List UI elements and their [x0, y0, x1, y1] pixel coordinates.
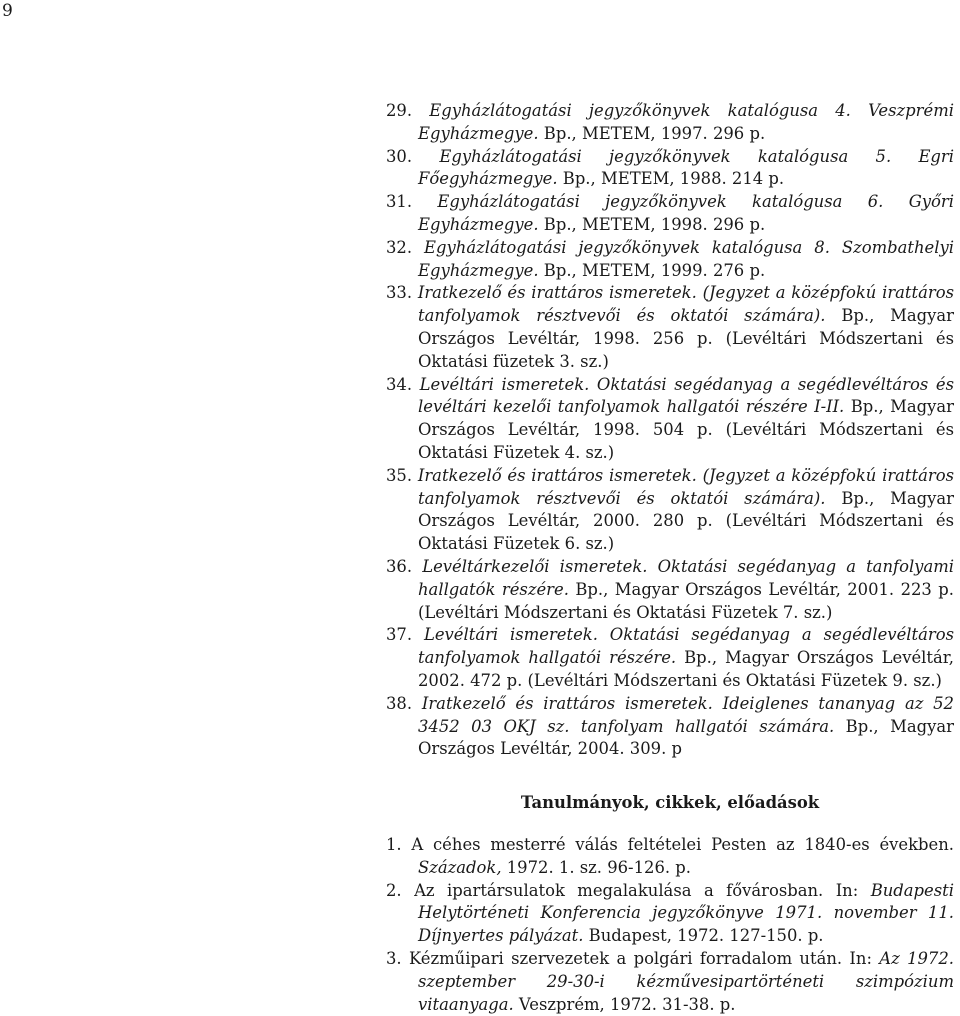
list-item — [386, 465, 954, 556]
paper-list — [386, 834, 954, 1016]
list-item — [386, 282, 954, 373]
entry-source: Budapesti Helytörténeti Konferencia jegyzőkönyve 1971. november 11. Díjnyertes pályázat. — [418, 880, 954, 946]
entry-title: Egyházlátogatási jegyzőkönyvek katalógusa 8. Szombathelyi Egyházmegye. — [418, 237, 955, 280]
entry-publication: Bp., Magyar Országos Levéltár, 2000. 280 p. (Levéltári Módszertani és Oktatási Füzetek 6. sz.) — [418, 488, 954, 554]
list-item — [386, 191, 954, 237]
section-heading: Tanulmányok, cikkek, előadások — [520, 793, 820, 812]
entry-text: A céhes mesterré válás feltételei Pesten az 1840-es években. — [401, 835, 954, 854]
entry-number: 30. — [386, 146, 413, 166]
entry-number: 37. — [386, 625, 413, 645]
entry-title: Egyházlátogatási jegyzőkönyvek katalógusa 4. Veszprémi Egyházmegye. — [418, 101, 954, 143]
entry-publication: Bp., Magyar Országos Levéltár, 2001. 223 p. (Levéltári Módszertani és Oktatási Füzetek 7. sz.) — [418, 579, 954, 622]
entry-source: Századok, — [418, 857, 502, 877]
entry-text: Kézműipari szervezetek a polgári forradalom után. In: — [401, 948, 880, 968]
entry-title: Iratkezelő és irattáros ismeretek. Ideiglenes tananyag az 52 3452 03 OKJ sz. tanfolyam hallgatói számára. — [418, 693, 954, 736]
entry-number: 31. — [386, 192, 413, 212]
entry-number: 35. — [386, 465, 413, 485]
entry-publication: 1972. 1. sz. 96-126. p. — [501, 857, 692, 877]
entry-publication: Bp., Magyar Országos Levéltár, 2004. 309. p — [418, 716, 955, 759]
list-item — [386, 374, 954, 465]
entry-title: Levéltári ismeretek. Oktatási segédanyag a segédlevéltáros és levéltári kezelői tanfolyamok hallgatói részére I-II. — [418, 374, 954, 417]
entry-number: 34. — [386, 374, 413, 394]
entry-publication: Bp., METEM, 1998. 296 p. — [538, 214, 766, 234]
list-item — [386, 948, 954, 1016]
entry-publication: Bp., Magyar Országos Levéltár, 2002. 472 p. (Levéltári Módszertani és Oktatási Füzetek 9. sz.) — [418, 648, 954, 690]
entry-number: 33. — [386, 283, 413, 303]
list-item — [386, 693, 954, 761]
entry-number: 38. — [386, 693, 413, 713]
entry-title: Levéltárkezelői ismeretek. Oktatási segédanyag a tanfolyami hallgatók részére. — [418, 556, 954, 599]
entry-number: 32. — [386, 237, 413, 257]
entry-number: 36. — [386, 556, 413, 576]
entry-number: 2. — [386, 880, 402, 900]
entry-publication: Veszprém, 1972. 31-38. p. — [513, 994, 736, 1014]
entry-text: Az ipartársulatok megalakulása a fővárosban. In: — [401, 880, 871, 900]
entry-title: Iratkezelő és irattáros ismeretek. (Jegyzet a középfokú irattáros tanfolyamok résztvevői és oktatói számára). — [417, 283, 954, 326]
entry-title: Egyházlátogatási jegyzőkönyvek katalógusa 5. Egri Főegyházmegye. — [418, 146, 954, 189]
entry-publication: Bp., Magyar Országos Levéltár, 1998. 504 p. (Levéltári Módszertani és Oktatási Füzetek 4. sz.) — [418, 397, 954, 462]
entry-publication: Bp., METEM, 1999. 276 p. — [538, 260, 766, 280]
entry-publication: Bp., METEM, 1988. 214 p. — [557, 169, 785, 189]
entry-publication: Bp., METEM, 1997. 296 p. — [538, 123, 766, 143]
list-item — [386, 624, 954, 692]
list-item — [386, 834, 954, 880]
entry-title: Iratkezelő és irattáros ismeretek. (Jegyzet a középfokú irattáros tanfolyamok résztvevői és oktatói számára). — [417, 465, 954, 508]
catalog-entry-list — [386, 100, 954, 761]
list-item — [386, 237, 954, 283]
list-item — [386, 880, 954, 948]
list-item — [386, 146, 954, 192]
page-number: 9 — [2, 1, 13, 21]
entry-title: Egyházlátogatási jegyzőkönyvek katalógusa 6. Győri Egyházmegye. — [418, 192, 954, 234]
list-item — [386, 556, 954, 624]
entry-publication: Bp., Magyar Országos Levéltár, 1998. 256 p. (Levéltári Módszertani és Oktatási füzetek 3. sz.) — [418, 306, 954, 371]
entry-number: 29. — [386, 101, 413, 120]
list-item — [386, 100, 954, 146]
entry-number: 3. — [386, 948, 402, 968]
entry-source: Az 1972. szeptember 29-30-i kézművesipartörténeti szimpózium vitaanyaga. — [418, 948, 955, 1014]
entry-title: Levéltári ismeretek. Oktatási segédanyag a segédlevéltáros tanfolyamok hallgatói részére. — [418, 625, 954, 668]
entry-number: 1. — [386, 835, 402, 854]
entry-publication: Budapest, 1972. 127-150. p. — [583, 926, 824, 946]
